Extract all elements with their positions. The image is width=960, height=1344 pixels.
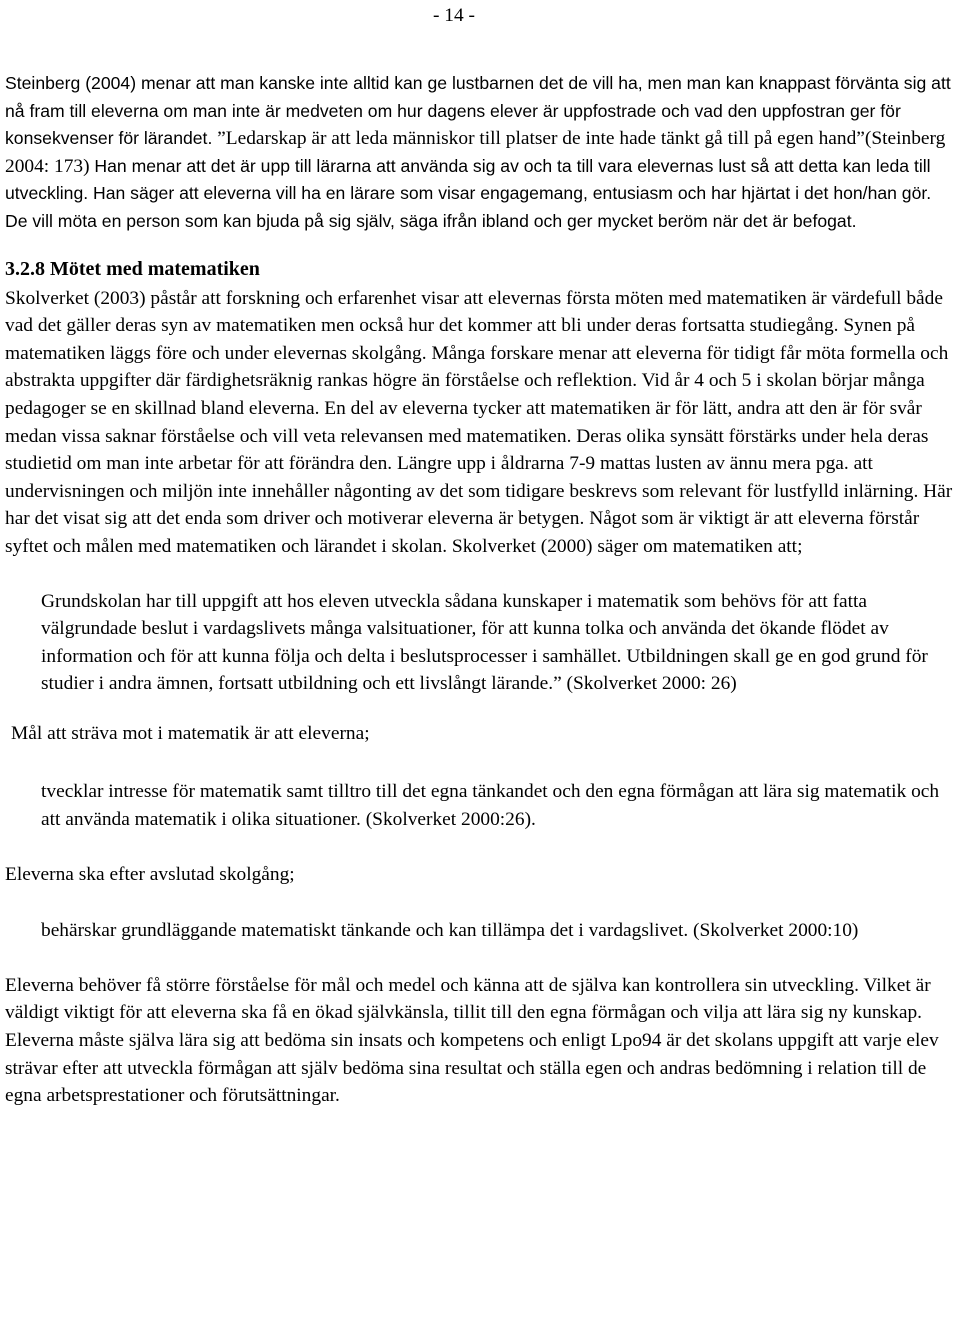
page-number: - 14 - (433, 5, 476, 26)
body-paragraph: Skolverket (2003) påstår att forskning och erfarenhet visar att elevernas första möten med matematiken är värdefull både vad det gäller deras syn av matematiken men också hur det kommer att bli under deras fortsatta studiegång. Synen på matematiken läggs före och under elevernas skolgång. Många forskare menar att eleverna för tidigt får möta formella och abstrakta uppgifter där färdighetsräknig rankas högre än förståelse och reflektion. Vid år 4 och 5 i skolan börjar många pedagoger se en skillnad bland eleverna. En del av eleverna tycker att matematiken är för lätt, andra att den är för svår medan vissa saknar förståelse och vill veta relevansen med matematiken. Deras olika synsätt förstärks under hela deras studietid om man inte arbetar för att förändra den. Längre upp i åldrarna 7-9 mattas lusten av ännu mera pga. att undervisningen och miljön inte innehåller någonting av det som tidigare beskrevs som relevant för lustfylld inlärning. Här har det visat sig att det enda som driver och motiverar eleverna är betygen. Något som är viktigt är att eleverna förstår syftet och målen med matematiken och lärandet i skolan. Skolverket (2000) säger om matematiken att; (5, 287, 953, 557)
after-school-intro: Eleverna ska efter avslutad skolgång; (5, 863, 295, 885)
goal-intro: Mål att sträva mot i matematik är att eleverna; (11, 722, 370, 744)
intro-quote: ”Ledarskap är att leda människor till platser de inte hade tänkt gå till på egen hand”(Steinberg 2004: 173) (5, 128, 946, 177)
block-quote-3: behärskar grundläggande matematiskt tänkande och kan tillämpa det i vardagslivet. (Skolverket 2000:10) (41, 920, 859, 942)
section-heading: 3.2.8 Mötet med matematiken (5, 257, 260, 280)
document-body (5, 70, 955, 1110)
block-quote-2: tvecklar intresse för matematik samt tilltro till det egna tänkandet och den egna förmågan att lära sig matematik och att använda matematik i olika situationer. (Skolverket 2000:26). (41, 781, 940, 831)
intro-paragraph (5, 70, 955, 236)
closing-paragraph: Eleverna behöver få större förståelse för mål och medel och känna att de själva kan kontrollera sin utveckling. Vilket är väldigt viktigt för att eleverna ska få en ökad självkänsla, tillit till den egna förmågan och vilja att lära sig ny kunskap. Eleverna måste själva lära sig att bedöma sin insats och kompetens och enligt Lpo94 är det skolans uppgift att varje elev strävar efter att utveckla förmågan att själv bedöma sina resultat och ställa egen och andras bedömning i relation till de egna arbetsprestationer och förutsättningar. (5, 974, 939, 1107)
block-quote-1: Grundskolan har till uppgift att hos eleven utveckla sådana kunskaper i matematik som behövs för att fatta välgrundade beslut i vardagslivets många valsituationer, för att kunna tolka och använda det ökande flödet av information och för att kunna följa och delta i beslutsprocesser i samhället. Utbildningen skall ge en god grund för studier i andra ämnen, fortsatt utbildning och ett livslångt lärande.” (Skolverket 2000: 26) (41, 590, 928, 695)
intro-text-part-1: Steinberg (2004) menar att man kanske inte alltid kan ge lustbarnen det de vill ha, men man kan knappast förvänta sig att nå fram till eleverna om man inte är medveten om hur dagens elever är uppfostrade och vad den uppfostran ger för konsekvenser för lärandet. (5, 73, 951, 149)
intro-text-part-3: Han menar att det är upp till lärarna att använda sig av och ta till vara elevernas lust så att detta kan leda till utveckling. Han säger att eleverna vill ha en lärare som visar engagemang, entusiasm och har hjärtat i det hon/han gör. De vill möta en person som kan bjuda på sig själv, säga ifrån ibland och ger mycket beröm när det är befogat. (5, 155, 932, 231)
